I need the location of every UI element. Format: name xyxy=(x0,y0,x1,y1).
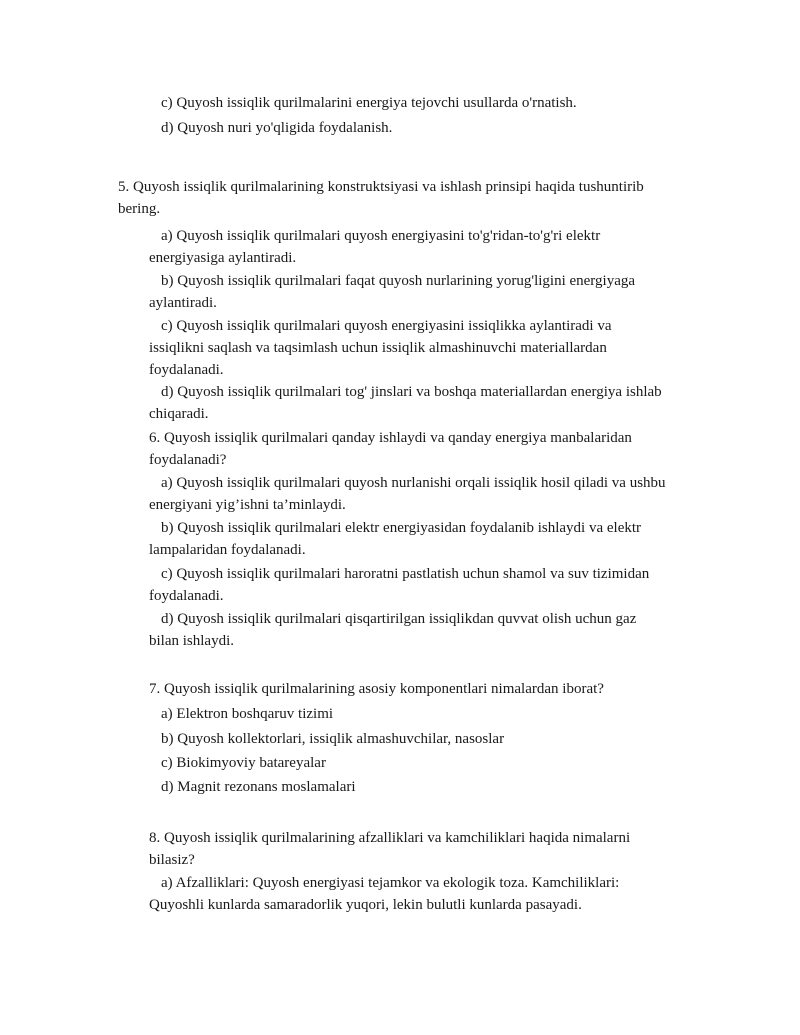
q7-option-d: d) Magnit rezonans moslamalari xyxy=(161,779,356,795)
q5-option-c: c) Quyosh issiqlik qurilmalari quyosh energiyasini issiqlikka aylantiradi va issiqlikni saqlash va taqsimlash uchun issiqlik almashinuvchi materiallardan foydalanadi. xyxy=(149,318,612,378)
question-6: 6. Quyosh issiqlik qurilmalari qanday ishlaydi va qanday energiya manbalaridan foydalanadi? xyxy=(149,430,632,468)
q6-option-c: c) Quyosh issiqlik qurilmalari haroratni pastlatish uchun shamol va suv tizimidan foydalanadi. xyxy=(149,566,650,604)
q6-option-d: d) Quyosh issiqlik qurilmalari qisqartirilgan issiqlikdan quvvat olish uchun gaz bilan ishlaydi. xyxy=(149,611,637,649)
q7-option-c: c) Biokimyoviy batareyalar xyxy=(161,755,326,771)
q7-option-a: a) Elektron boshqaruv tizimi xyxy=(161,706,334,722)
option-d: d) Quyosh nuri yo'qligida foydalanish. xyxy=(161,120,393,136)
option-c: c) Quyosh issiqlik qurilmalarini energiya tejovchi usullarda o'rnatish. xyxy=(161,95,577,111)
q7-option-b: b) Quyosh kollektorlari, issiqlik almashuvchilar, nasoslar xyxy=(161,731,505,747)
q8-option-a: a) Afzalliklari: Quyosh energiyasi tejamkor va ekologik toza. Kamchiliklari: Quyoshli kunlarda samaradorlik yuqori, lekin bulutli kunlarda pasayadi. xyxy=(149,875,620,913)
q6-option-b: b) Quyosh issiqlik qurilmalari elektr energiyasidan foydalanib ishlaydi va elektr lampalaridan foydalanadi. xyxy=(149,520,642,558)
q6-option-a: a) Quyosh issiqlik qurilmalari quyosh nurlanishi orqali issiqlik hosil qiladi va ushbu energiyani yig’ishni ta’minlaydi. xyxy=(149,475,666,513)
question-5: 5. Quyosh issiqlik qurilmalarining konstruktsiyasi va ishlash prinsipi haqida tushuntirib bering. xyxy=(118,179,644,217)
q5-option-b: b) Quyosh issiqlik qurilmalari faqat quyosh nurlarining yorug'ligini energiyaga aylantiradi. xyxy=(149,273,636,311)
q5-option-a: a) Quyosh issiqlik qurilmalari quyosh energiyasini to'g'ridan-to'g'ri elektr energiyasiga aylantiradi. xyxy=(149,228,601,266)
q5-option-d: d) Quyosh issiqlik qurilmalari tog' jinslari va boshqa materiallardan energiya ishlab chiqaradi. xyxy=(149,384,662,422)
question-7: 7. Quyosh issiqlik qurilmalarining asosiy komponentlari nimalardan iborat? xyxy=(149,681,604,697)
question-8: 8. Quyosh issiqlik qurilmalarining afzalliklari va kamchiliklari haqida nimalarni bilasiz? xyxy=(149,830,631,868)
